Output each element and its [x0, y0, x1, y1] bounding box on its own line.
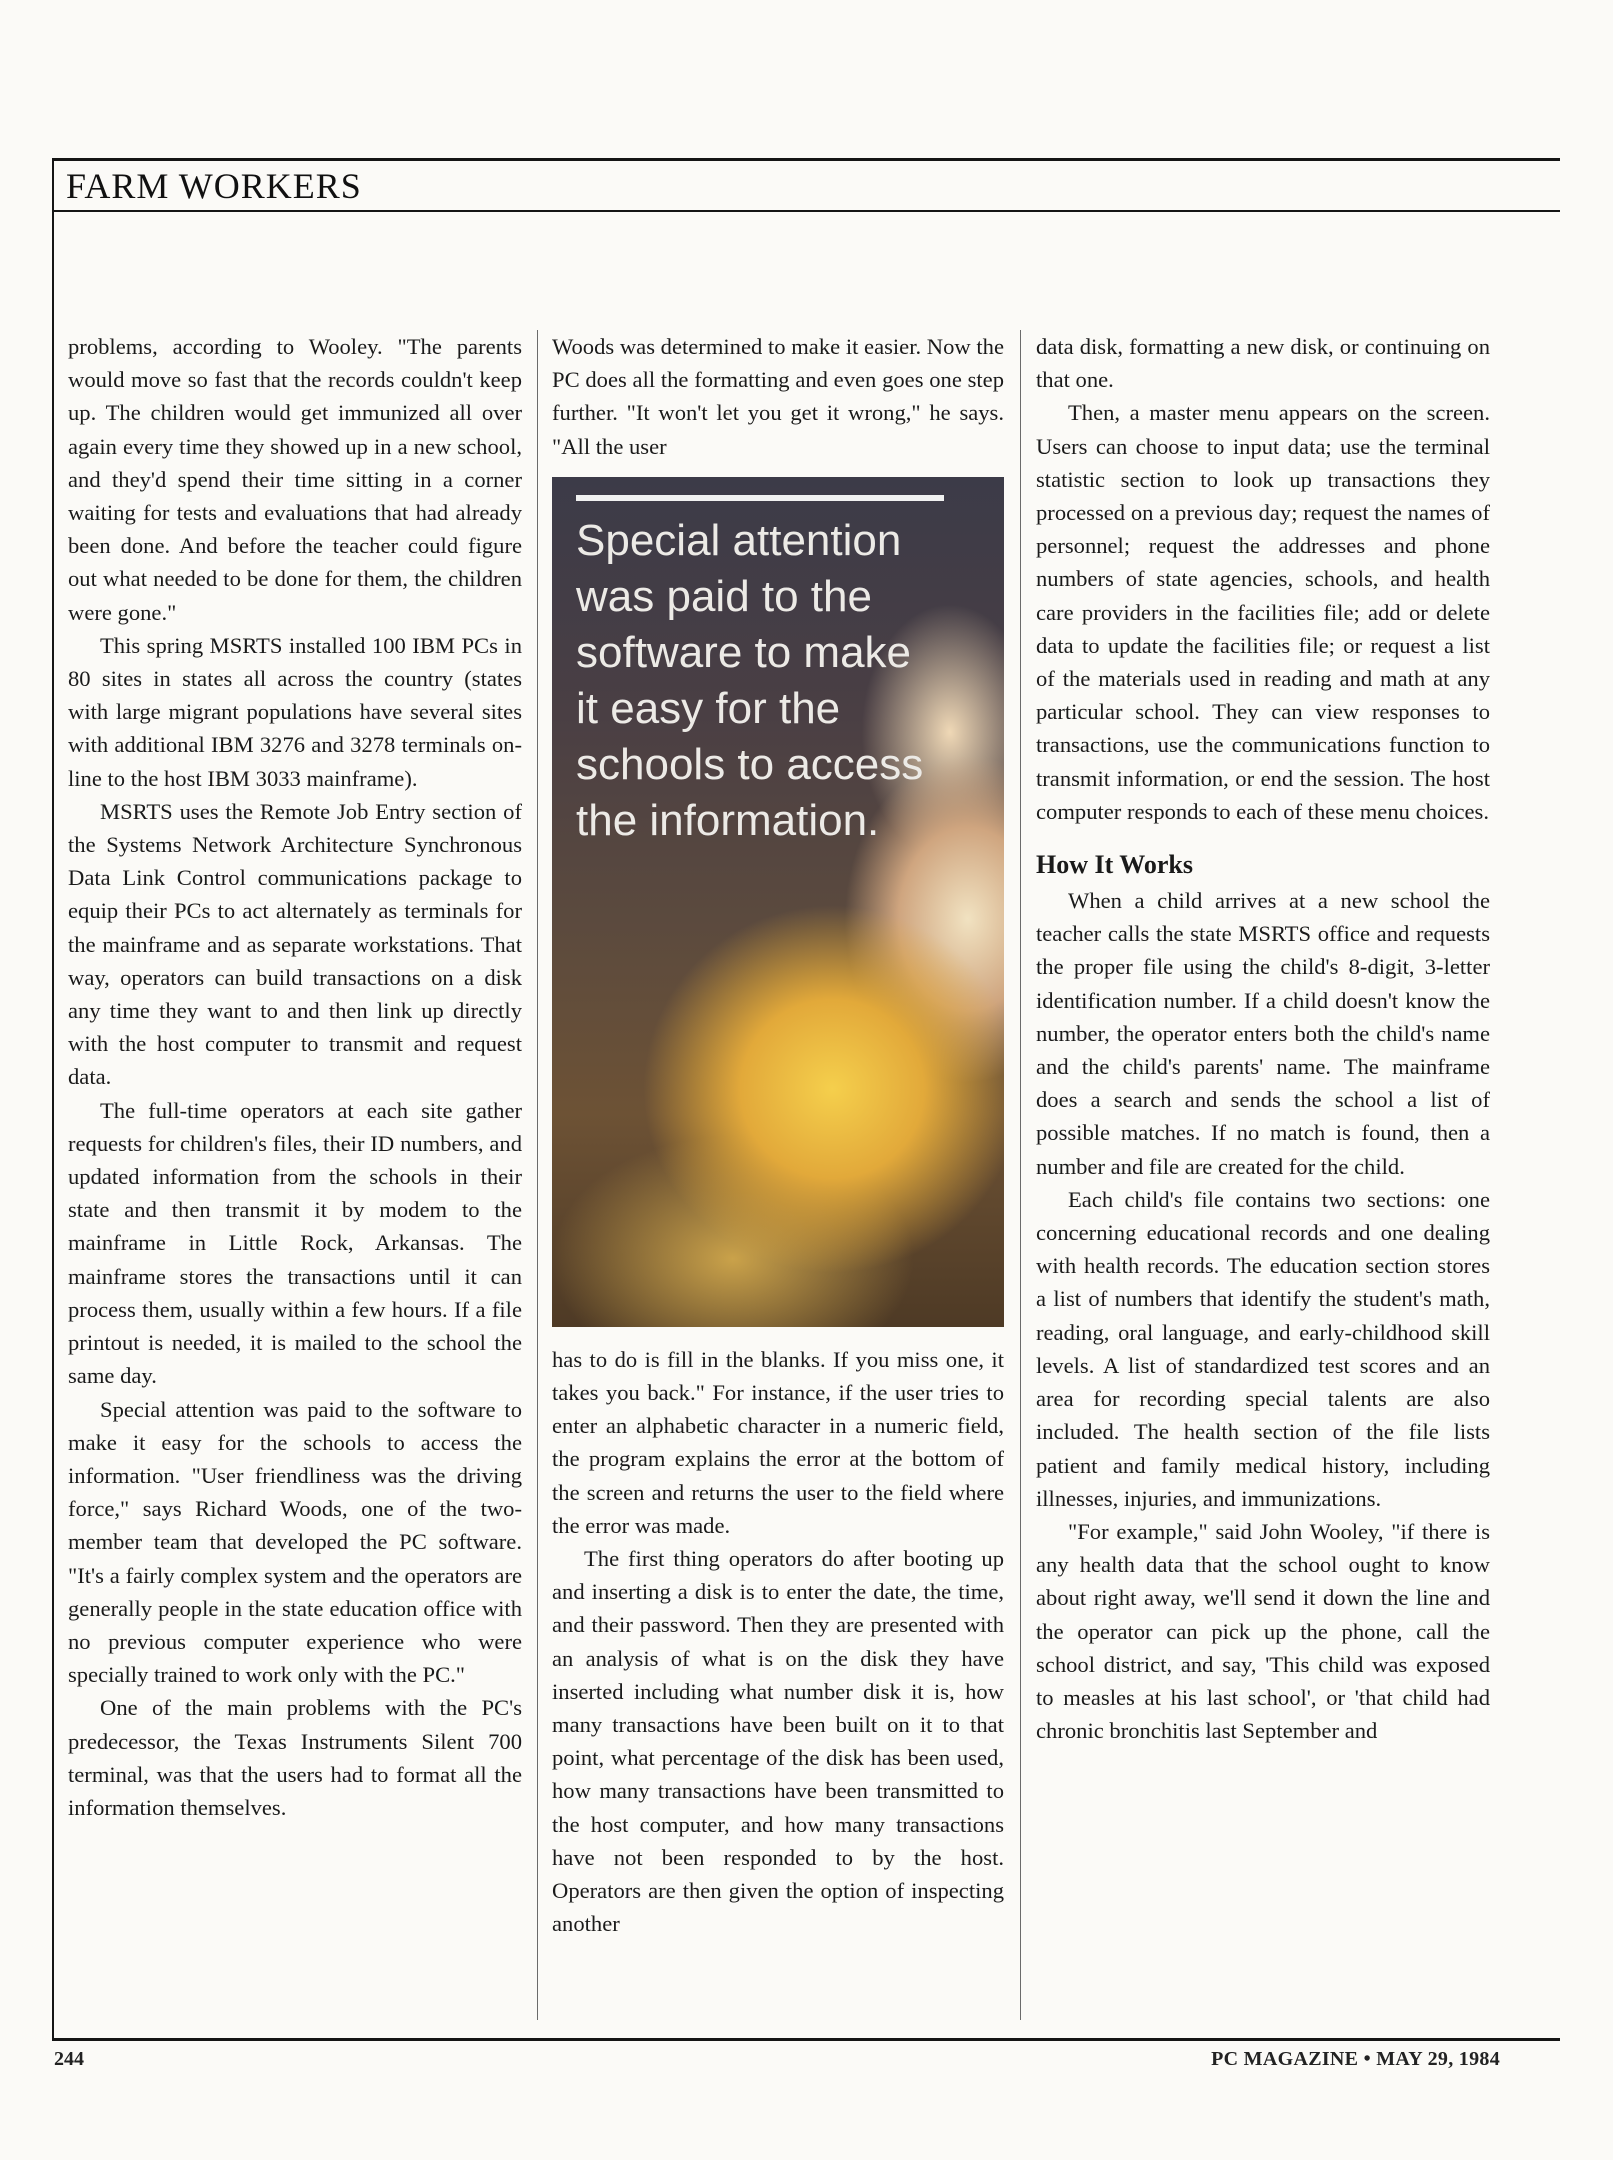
paragraph: When a child arrives at a new school the teacher calls the state MSRTS office and requests the proper file using the child's 8-digit, 3-letter identification number. If a child doesn't know the number, the operator enters both the child's name and the child's parents' name. The mainframe does a search and sends the school a list of possible matches. If no match is found, then a number and file are created for the child.: [1036, 888, 1490, 1179]
page-number: 244: [54, 2048, 84, 2070]
paragraph: data disk, formatting a new disk, or continuing on that one.: [1036, 334, 1490, 393]
paragraph: The first thing operators do after booting up and inserting a disk is to enter the date, the time, and their password. Then they are presented with an analysis of what is on the disk they have inserted including what number disk it is, how many transactions have been built on it to that point, what percentage of the disk has been used, how many transactions have been transmitted to the host computer, and how many transactions have not been responded to by the host. Operators are then given the option of inspecting another: [552, 1546, 1004, 1937]
paragraph: MSRTS uses the Remote Job Entry section of the Systems Network Architecture Synchronous Data Link Control communications package to equip their PCs to act alternately as terminals for the mainframe and as separate workstations. That way, operators can build transactions on a disk any time they want to and then link up directly with the host computer to transmit and request data.: [68, 798, 522, 1090]
paragraph: Special attention was paid to the software to make it easy for the schools to access the information. "User friendliness was the driving force," says Richard Woods, one of the two-member team that developed the PC software. "It's a fairly complex system and the operators are generally people in the state education office with no previous computer experience who were specially trained to work only with the PC.": [68, 1396, 522, 1688]
left-frame-rule: [52, 158, 54, 2040]
column-3: [1036, 330, 1490, 2010]
paragraph: One of the main problems with the PC's predecessor, the Texas Instruments Silent 700 terminal, was that the users had to format all the information themselves.: [68, 1695, 522, 1820]
pullquote-text: Special attention was paid to the software to make it easy for the schools to access the information.: [576, 515, 924, 845]
header-bottom-rule: [52, 210, 1560, 212]
footer-rule: [52, 2038, 1560, 2041]
header-top-rule: [52, 158, 1560, 161]
paragraph: has to do is fill in the blanks. If you miss one, it takes you back." For instance, if the user tries to enter an alphabetic character in a numeric field, the program explains the error at the bottom of the screen and returns the user to the field where the error was made.: [552, 1346, 1004, 1538]
paragraph: problems, according to Wooley. "The parents would move so fast that the records couldn't keep up. The children would get immunized all over again every time they showed up in a new school, and they'd spend their time sitting in a corner waiting for tests and evaluations that had already been done. And before the teacher could figure out what needed to be done for them, the children were gone.": [68, 334, 522, 625]
column-1: [68, 330, 522, 2010]
paragraph: "For example," said John Wooley, "if there is any health data that the school ought to know about right away, we'll send it down the line and the operator can pick up the phone, call the school district, and say, 'This child was exposed to measles at his last school', or 'that child had chronic bronchitis last September and: [1036, 1518, 1490, 1744]
column-divider: [1020, 330, 1021, 2020]
publication-line: PC MAGAZINE • MAY 29, 1984: [1211, 2048, 1500, 2070]
paragraph: This spring MSRTS installed 100 IBM PCs in 80 sites in states all across the country (states with large migrant populations have several sites with additional IBM 3276 and 3278 terminals on-line to the host IBM 3033 mainframe).: [68, 632, 522, 791]
paragraph: Each child's file contains two sections: one concerning educational records and one dealing with health records. The education section stores a list of numbers that identify the student's math, reading, oral language, and early-childhood skill levels. A list of standardized test scores and an area for recording special talents are also included. The health section of the file lists patient and family medical history, including illnesses, injuries, and immunizations.: [1036, 1186, 1490, 1511]
paragraph: Woods was determined to make it easier. Now the PC does all the formatting and even goes one step further. "It won't let you get it wrong," he says. "All the user: [552, 334, 1004, 459]
column-2: [552, 330, 1004, 2010]
paragraph: The full-time operators at each site gather requests for children's files, their ID numbers, and updated information from the schools in their state and then transmit it by modem to the mainframe in Little Rock, Arkansas. The mainframe stores the transactions until it can process them, usually within a few hours. If a file printout is needed, it is mailed to the school the same day.: [68, 1097, 522, 1389]
column-divider: [537, 330, 538, 2020]
pullquote-image: [552, 477, 1004, 1327]
paragraph: Then, a master menu appears on the screen. Users can choose to input data; use the terminal statistic section to look up transactions they processed on a previous day; request the names of personnel; request the addresses and phone numbers of state agencies, schools, and health care providers in the facilities file; add or delete data to update the facilities file; or request a list of the materials used in reading and math at any particular school. They can view responses to transactions, use the communications function to transmit information, or end the session. The host computer responds to each of these menu choices.: [1036, 400, 1490, 824]
pullquote-rule: [576, 495, 944, 501]
section-title: FARM WORKERS: [66, 166, 362, 206]
subheading: How It Works: [1036, 850, 1193, 880]
